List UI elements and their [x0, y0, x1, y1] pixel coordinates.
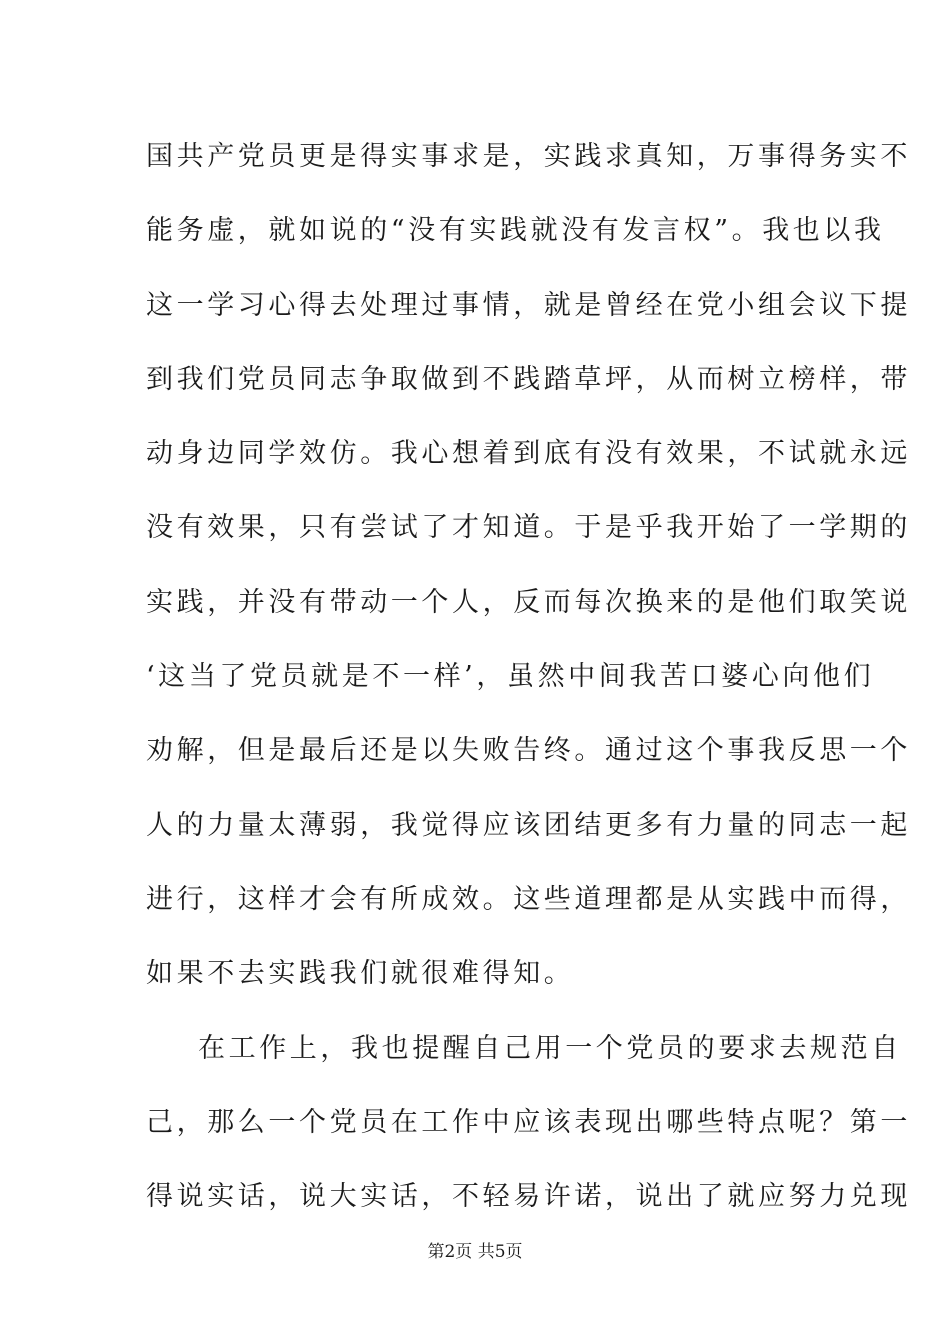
text-line: 己，那么一个党员在工作中应该表现出哪些特点呢？第一 — [146, 1106, 911, 1138]
text-line: 人的力量太薄弱，我觉得应该团结更多有力量的同志一起 — [146, 809, 911, 841]
text-line: ‘这当了党员就是不一样’，虽然中间我苦口婆心向他们 — [146, 661, 875, 693]
body-text — [146, 120, 911, 1234]
text-line: 实践，并没有带动一个人，反而每次换来的是他们取笑说 — [146, 586, 911, 618]
text-line: 进行，这样才会有所成效。这些道理都是从实践中而得， — [146, 883, 911, 915]
page-number-footer: 第2页 共5页 — [427, 1242, 523, 1262]
text-line: 到我们党员同志争取做到不践踏草坪，从而树立榜样，带 — [146, 363, 911, 395]
text-line: 如果不去实践我们就很难得知。 — [146, 958, 575, 990]
text-line: 劝解，但是最后还是以失败告终。通过这个事我反思一个 — [146, 735, 911, 767]
text-line: 国共产党员更是得实事求是，实践求真知，万事得务实不 — [146, 141, 911, 172]
text-line: 能务虚，就如说的“没有实践就没有发言权”。我也以我 — [146, 215, 885, 247]
paragraph-start-line: 在工作上，我也提醒自己用一个党员的要求去规范自 — [198, 1032, 902, 1064]
text-line: 得说实话，说大实话，不轻易许诺，说出了就应努力兑现 — [146, 1181, 911, 1213]
text-line: 没有效果，只有尝试了才知道。于是乎我开始了一学期的 — [146, 512, 911, 544]
text-line: 这一学习心得去处理过事情，就是曾经在党小组会议下提 — [146, 289, 911, 321]
text-line: 动身边同学效仿。我心想着到底有没有效果，不试就永远 — [146, 438, 911, 470]
